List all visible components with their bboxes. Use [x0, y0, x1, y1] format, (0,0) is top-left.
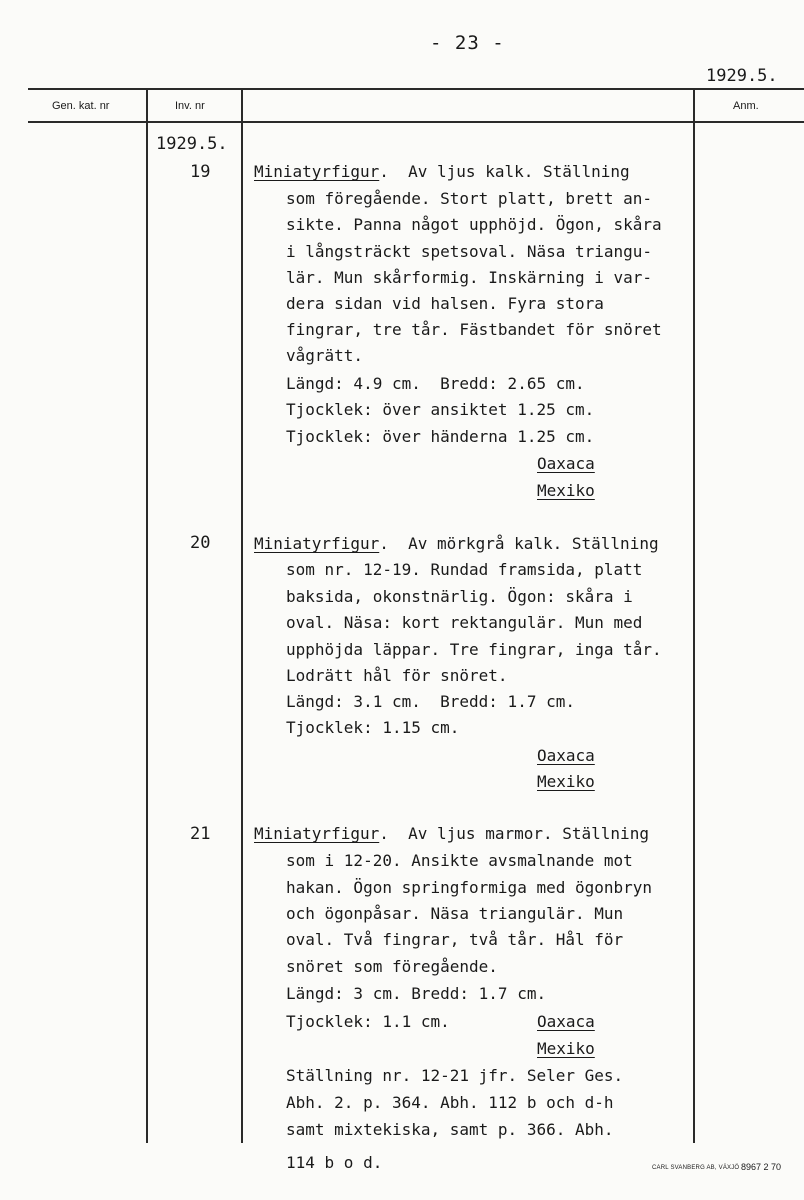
page-number: - 23 -: [430, 32, 505, 54]
page-date: 1929.5.: [706, 66, 778, 86]
entry-thickness: Tjocklek: 1.1 cm.: [286, 1012, 450, 1031]
printer-imprint: CARL SVANBERG AB, VÄXJÖ: [652, 1165, 740, 1171]
entry-reference-line: Ställning nr. 12-21 jfr. Seler Ges.: [286, 1066, 624, 1085]
entry-first-line-rest: . Av ljus kalk. Ställning: [379, 162, 630, 181]
entry-line: sikte. Panna något upphöjd. Ögon, skåra: [286, 215, 662, 234]
entry-country: Mexiko: [537, 1039, 595, 1058]
entry-line: oval. Näsa: kort rektangulär. Mun med: [286, 613, 643, 632]
entry-line: i långsträckt spetsoval. Näsa triangu-: [286, 242, 653, 261]
entry-line: Lodrätt hål för snöret.: [286, 666, 508, 685]
entry-line: lär. Mun skårformig. Inskärning i var-: [286, 268, 653, 287]
entry-line: fingrar, tre tår. Fästbandet för snöret: [286, 320, 662, 339]
entry-place: Oaxaca: [537, 1012, 595, 1031]
entry-title: Miniatyrfigur: [254, 162, 380, 181]
entry-line: upphöjda läppar. Tre fingrar, inga tår.: [286, 640, 662, 659]
entry-country: Mexiko: [537, 481, 595, 500]
entry-line: och ögonpåsar. Näsa triangulär. Mun: [286, 904, 624, 923]
entry-line: som nr. 12-19. Rundad framsida, platt: [286, 560, 643, 579]
entry-line: oval. Två fingrar, två tår. Hål för: [286, 930, 624, 949]
column-divider-3: [693, 88, 695, 1143]
entry-reference-line: 114 b o d.: [286, 1153, 383, 1172]
entry-first-line-rest: . Av ljus marmor. Ställning: [379, 824, 649, 843]
form-code: 8967 2 70: [741, 1162, 782, 1172]
entry-place: Oaxaca: [537, 746, 595, 765]
column-divider-2: [241, 88, 243, 1143]
column-header-gen-kat-nr: Gen. kat. nr: [52, 100, 110, 112]
column-header-inv-nr: Inv. nr: [175, 100, 205, 112]
entry-title: Miniatyrfigur: [254, 824, 380, 843]
entry-line: Tjocklek: över ansiktet 1.25 cm.: [286, 400, 595, 419]
entry-country: Mexiko: [537, 772, 595, 791]
column-divider-1: [146, 88, 148, 1143]
entry-reference-line: Abh. 2. p. 364. Abh. 112 b och d-h: [286, 1093, 614, 1112]
entry-line: Tjocklek: över händerna 1.25 cm.: [286, 427, 595, 446]
entry-line: vågrätt.: [286, 346, 364, 365]
entry-line: som föregående. Stort platt, brett an-: [286, 189, 653, 208]
entry-first-line: [254, 162, 630, 182]
entry-line: Längd: 4.9 cm. Bredd: 2.65 cm.: [286, 374, 585, 393]
entry-line: dera sidan vid halsen. Fyra stora: [286, 294, 604, 313]
entry-line: Tjocklek: 1.15 cm.: [286, 718, 460, 737]
entry-place: Oaxaca: [537, 454, 595, 473]
entry-line: snöret som föregående.: [286, 957, 498, 976]
entry-first-line: [254, 534, 659, 554]
entry-first-line: [254, 824, 649, 844]
entry-line: Längd: 3.1 cm. Bredd: 1.7 cm.: [286, 692, 575, 711]
entry-first-line-rest: . Av mörkgrå kalk. Ställning: [379, 534, 659, 553]
entry-line: baksida, okonstnärlig. Ögon: skåra i: [286, 587, 633, 606]
column-header-anm: Anm.: [733, 100, 759, 112]
inv-number: 20: [190, 533, 211, 553]
inv-number: 19: [190, 162, 211, 182]
table-top-rule: [28, 88, 804, 90]
date-marker: 1929.5.: [156, 134, 228, 154]
entry-line: Längd: 3 cm. Bredd: 1.7 cm.: [286, 984, 547, 1003]
entry-line: hakan. Ögon springformiga med ögonbryn: [286, 878, 653, 897]
entry-line: som i 12-20. Ansikte avsmalnande mot: [286, 851, 633, 870]
inv-number: 21: [190, 824, 211, 844]
entry-title: Miniatyrfigur: [254, 534, 380, 553]
table-header-rule: [28, 121, 804, 123]
entry-reference-line: samt mixtekiska, samt p. 366. Abh.: [286, 1120, 614, 1139]
